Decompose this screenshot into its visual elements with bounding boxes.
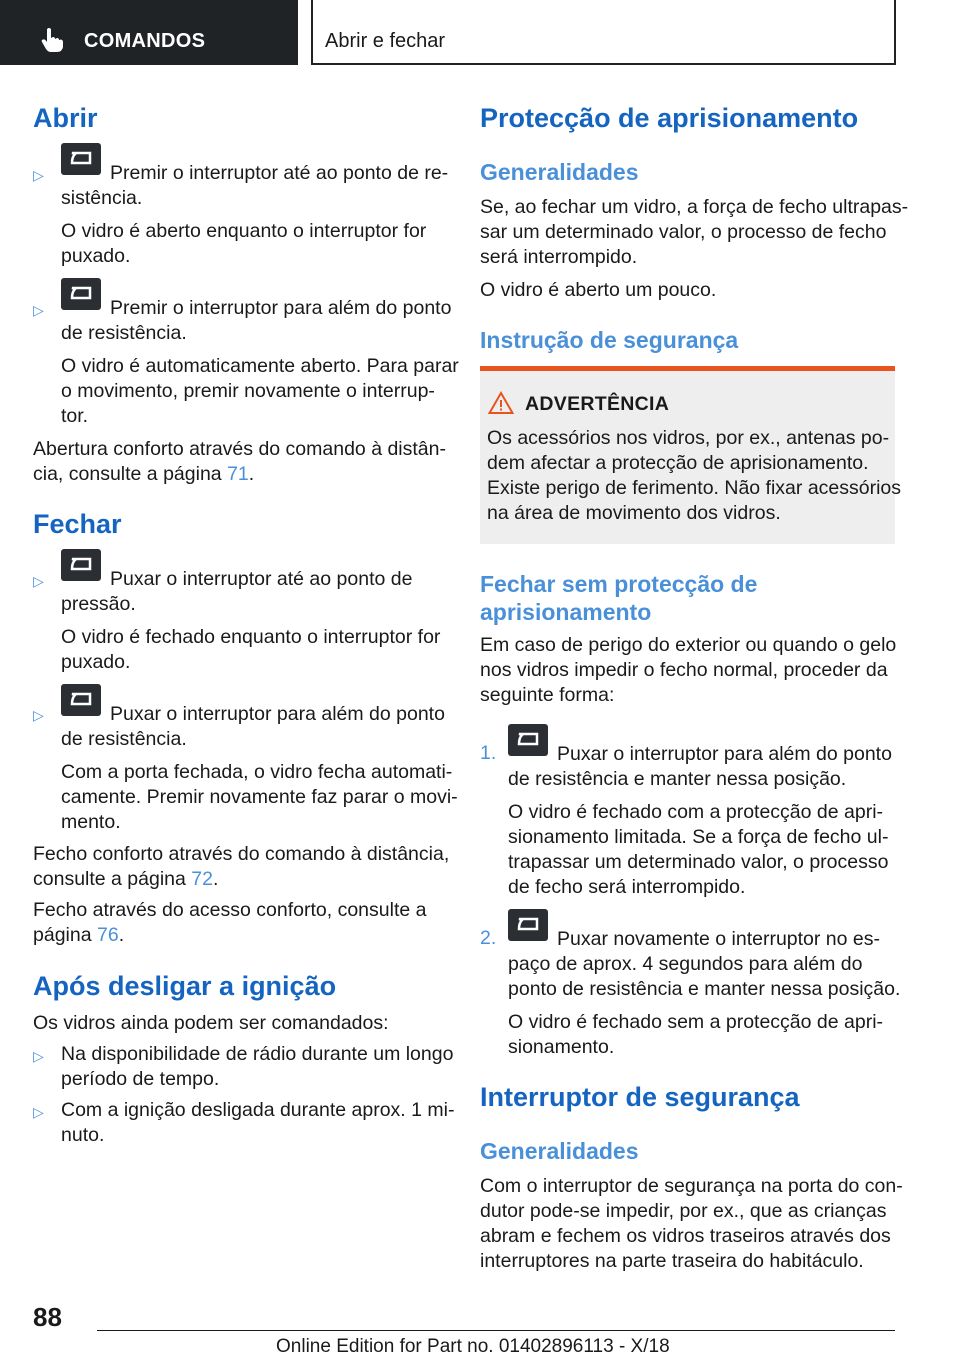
heading-safety-switch: Interruptor de segurança xyxy=(480,1082,800,1112)
subheading-close-without-protection-2: aprisionamento xyxy=(480,599,652,625)
open-comfort-line1: Abertura conforto através do comando à distân- xyxy=(33,438,446,460)
bullet-icon: ▷ xyxy=(33,167,44,183)
close-access-line2: página 76. xyxy=(33,924,125,946)
close-comfort-line1: Fecho conforto através do comando à distância, xyxy=(33,843,450,865)
safety-switch-line1: Com o interruptor de segurança na porta do con- xyxy=(480,1175,903,1197)
open-item2-sub3: tor. xyxy=(61,405,89,427)
step2-sub1: O vidro é fechado sem a protecção de apri- xyxy=(508,1011,884,1033)
warning-line4: na área de movimento dos vidros. xyxy=(487,502,781,524)
page-link[interactable]: 72 xyxy=(191,868,213,890)
no-pinch-intro-line3: seguinte forma: xyxy=(480,684,615,706)
subheading-close-without-protection-1: Fechar sem protecção de xyxy=(480,571,758,597)
step1-line2: de resistência e manter nessa posição. xyxy=(508,768,847,790)
safety-switch-line4: interruptores na parte traseira do habitáculo. xyxy=(480,1250,864,1272)
step1-sub4: de fecho será interrompido. xyxy=(508,876,746,898)
page-link[interactable]: 76 xyxy=(96,924,119,946)
ignition-item1-line2: período de tempo. xyxy=(61,1068,220,1090)
ignition-item2-line1: Com a ignição desligada durante aprox. 1 mi- xyxy=(61,1099,455,1121)
subheading-general: Generalidades xyxy=(480,1138,639,1164)
safety-switch-line2: dutor pode-se impedir, por ex., que as crianças xyxy=(480,1200,887,1222)
close-item1-line1: Puxar o interruptor até ao ponto de xyxy=(110,568,413,590)
open-item1-line1: Premir o interruptor até ao ponto de re- xyxy=(110,162,449,184)
step1-sub2: sionamento limitada. Se a força de fecho ul- xyxy=(508,826,889,848)
step2-line1: Puxar novamente o interruptor no es- xyxy=(557,928,881,950)
open-item2-line2: de resistência. xyxy=(61,322,187,344)
step2-line3: ponto de resistência e manter nessa posição. xyxy=(508,978,901,1000)
heading-ignition: Após desligar a ignição xyxy=(33,971,337,1001)
window-switch-icon xyxy=(61,684,101,716)
close-item1-sub1: O vidro é fechado enquanto o interruptor for xyxy=(61,626,441,648)
step1-sub1: O vidro é fechado com a protecção de apri- xyxy=(508,801,884,823)
pinch-general-line2: sar um determinado valor, o processo de fecho xyxy=(480,221,887,243)
close-item2-sub3: mento. xyxy=(61,811,121,833)
ignition-intro: Os vidros ainda podem ser comandados: xyxy=(33,1012,389,1034)
bullet-icon: ▷ xyxy=(33,573,44,589)
close-item2-sub1: Com a porta fechada, o vidro fecha automati- xyxy=(61,761,453,783)
hand-touch-icon xyxy=(38,26,66,54)
no-pinch-intro-line1: Em caso de perigo do exterior ou quando o gelo xyxy=(480,634,897,656)
pinch-general-line4: O vidro é aberto um pouco. xyxy=(480,279,717,301)
bullet-icon: ▷ xyxy=(33,1104,44,1120)
subheading-safety-instruction: Instrução de segurança xyxy=(480,327,739,353)
open-item1-sub1: O vidro é aberto enquanto o interruptor for xyxy=(61,220,427,242)
warning-line2: dem afectar a protecção de aprisionamento. xyxy=(487,452,869,474)
open-item2-sub1: O vidro é automaticamente aberto. Para parar xyxy=(61,355,459,377)
close-comfort-line2: consulte a página 72. xyxy=(33,868,219,890)
no-pinch-intro-line2: nos vidros impedir o fecho normal, proceder da xyxy=(480,659,888,681)
ignition-item2-line2: nuto. xyxy=(61,1124,105,1146)
step1-line1: Puxar o interruptor para além do ponto xyxy=(557,743,892,765)
warning-line1: Os acessórios nos vidros, por ex., antenas po- xyxy=(487,427,890,449)
page-number: 88 xyxy=(33,1302,62,1332)
warning-title: ADVERTÊNCIA xyxy=(525,393,670,415)
step-number: 2. xyxy=(480,927,497,949)
open-item1-line2: sistência. xyxy=(61,187,143,209)
close-item2-line1: Puxar o interruptor para além do ponto xyxy=(110,703,445,725)
header-page-title: Abrir e fechar xyxy=(325,30,446,52)
window-switch-icon xyxy=(61,549,101,581)
window-switch-icon xyxy=(508,724,548,756)
footer-divider xyxy=(97,1330,895,1331)
heading-pinch-protection: Protecção de aprisionamento xyxy=(480,103,859,133)
bullet-icon: ▷ xyxy=(33,302,44,318)
header-section-label: COMANDOS xyxy=(84,30,206,52)
heading-close: Fechar xyxy=(33,509,122,539)
step2-sub2: sionamento. xyxy=(508,1036,615,1058)
pinch-general-line1: Se, ao fechar um vidro, a força de fecho ultrapas- xyxy=(480,196,909,218)
window-switch-icon xyxy=(61,278,101,310)
step2-line2: paço de aprox. 4 segundos para além do xyxy=(508,953,863,975)
open-item2-line1: Premir o interruptor para além do ponto xyxy=(110,297,452,319)
step-number: 1. xyxy=(480,742,497,764)
close-access-line1: Fecho através do acesso conforto, consulte a xyxy=(33,899,427,921)
window-switch-icon xyxy=(508,909,548,941)
window-switch-icon xyxy=(61,143,101,175)
close-item1-line2: pressão. xyxy=(61,593,136,615)
footer-edition: Online Edition for Part no. 01402896113 - X/18 xyxy=(276,1336,670,1357)
close-item1-sub2: puxado. xyxy=(61,651,131,673)
step1-sub3: trapassar um determinado valor, o processo xyxy=(508,851,889,873)
safety-switch-line3: abram e fechem os vidros traseiros através dos xyxy=(480,1225,891,1247)
warning-line3: Existe perigo de ferimento. Não fixar acessórios xyxy=(487,477,902,499)
open-comfort-line2: cia, consulte a página 71. xyxy=(33,463,255,485)
bullet-icon: ▷ xyxy=(33,1048,44,1064)
open-item1-sub2: puxado. xyxy=(61,245,131,267)
pinch-general-line3: será interrompido. xyxy=(480,246,638,268)
page-link[interactable]: 71 xyxy=(227,463,249,485)
heading-open: Abrir xyxy=(33,103,98,133)
close-item2-sub2: camente. Premir novamente faz parar o movi- xyxy=(61,786,458,808)
open-item2-sub2: o movimento, premir novamente o interrup- xyxy=(61,380,435,402)
bullet-icon: ▷ xyxy=(33,707,44,723)
close-item2-line2: de resistência. xyxy=(61,728,187,750)
ignition-item1-line1: Na disponibilidade de rádio durante um longo xyxy=(61,1043,454,1065)
warning-triangle-icon xyxy=(488,391,514,415)
subheading-general: Generalidades xyxy=(480,159,639,185)
